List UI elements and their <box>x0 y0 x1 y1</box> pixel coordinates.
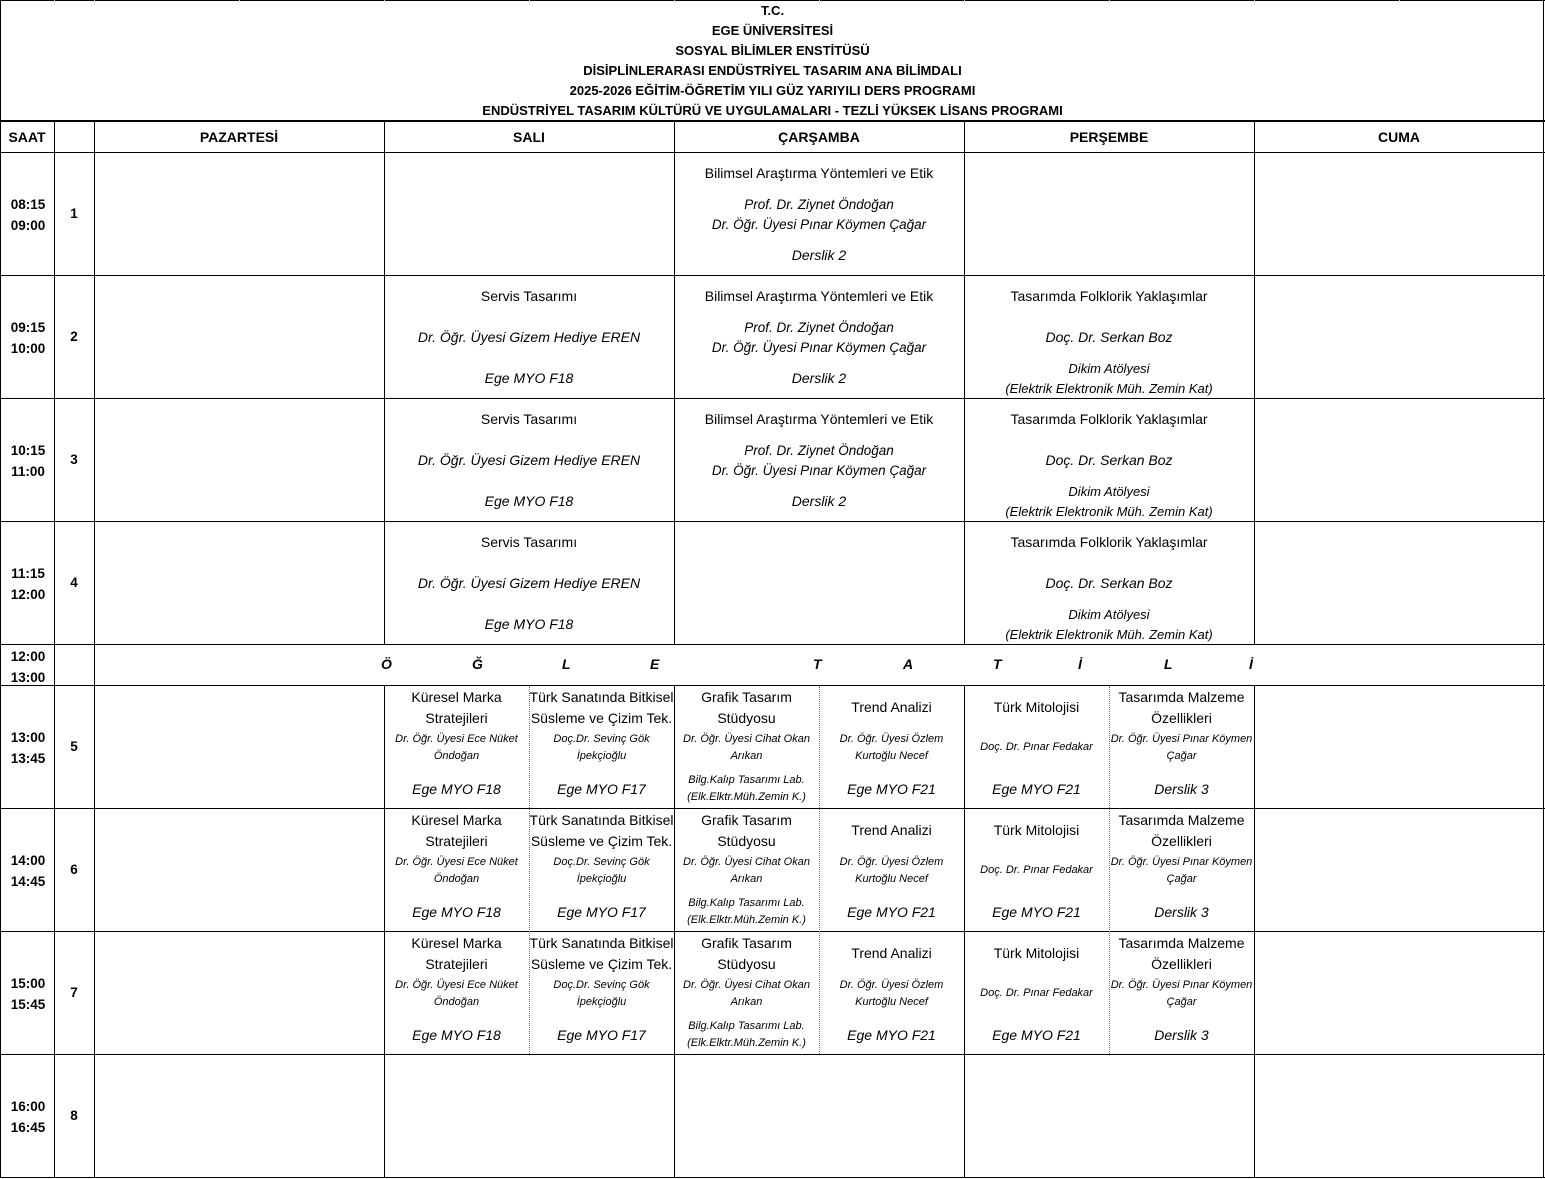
grid-line <box>94 0 95 2</box>
grid-line <box>384 120 385 645</box>
grid-line <box>964 120 965 645</box>
room: Ege MYO F18 <box>412 1027 501 1043</box>
instructor: Dr. Öğr. Üyesi Pınar Köymen Çağar <box>711 340 927 355</box>
grid-line <box>0 398 1545 399</box>
instructor: Prof. Dr. Ziynet Öndoğan <box>744 443 894 458</box>
grid-line <box>0 0 1 1178</box>
course-name: Trend Analizi <box>851 822 932 838</box>
grid-line <box>819 0 820 2</box>
course-name: Trend Analizi <box>851 945 932 961</box>
course-name: Küresel Marka Stratejileri <box>411 812 502 849</box>
instructor: Dr. Öğr. Üyesi Özlem Kurtoğlu Necef <box>839 856 944 885</box>
grid-line <box>54 0 55 2</box>
course-name: Bilimsel Araştırma Yöntemleri ve Etik <box>704 165 934 181</box>
instructor: Doç.Dr. Sevinç Gök İpekçioğlu <box>553 733 650 762</box>
instructor: Dr. Öğr. Üyesi Ece Nüket Öndoğan <box>395 733 518 762</box>
course-name: Grafik Tasarım Stüdyosu <box>701 689 792 726</box>
instructor: Doç. Dr. Pınar Fedakar <box>980 741 1093 753</box>
lunch-letter: L <box>1164 656 1173 672</box>
instructor: Dr. Öğr. Üyesi Pınar Köymen Çağar <box>711 463 927 478</box>
course-name: Servis Tasarımı <box>480 411 578 427</box>
header-carsamba: ÇARŞAMBA <box>778 129 860 145</box>
course-name: Türk Sanatında Bitkisel Süsleme ve Çizim Tek. <box>529 935 674 972</box>
course-name: Küresel Marka Stratejileri <box>411 935 502 972</box>
course-name: Küresel Marka Stratejileri <box>411 689 502 726</box>
header-cuma: CUMA <box>1378 129 1420 145</box>
instructor: Dr. Öğr. Üyesi Özlem Kurtoğlu Necef <box>839 733 944 762</box>
course-name: Türk Sanatında Bitkisel Süsleme ve Çizim Tek. <box>529 689 674 726</box>
grid-line <box>1254 120 1255 645</box>
grid-line <box>94 120 95 1178</box>
lunch-letter: İ <box>1078 656 1082 672</box>
grid-line <box>0 152 1545 153</box>
grid-line <box>1109 686 1110 1054</box>
lunch-letter: E <box>650 656 660 672</box>
title-line-4: DİSİPLİNLERARASI ENDÜSTRİYEL TASARIM ANA BİLİMDALI <box>583 63 962 78</box>
slot-3-time: 10:15 11:00 <box>10 443 46 479</box>
room: Derslik 3 <box>1154 1027 1209 1043</box>
room: Dikim Atölyesi <box>1068 361 1150 376</box>
grid-line <box>1109 0 1110 2</box>
room: Bilg.Kalıp Tasarımı Lab. (Elk.Elktr.Müh.Zemin K.) <box>687 774 806 803</box>
slot-2-number: 2 <box>70 329 78 344</box>
room: Ege MYO F21 <box>847 781 936 797</box>
room: Ege MYO F21 <box>992 781 1081 797</box>
title-line-6: ENDÜSTRİYEL TASARIM KÜLTÜRÜ VE UYGULAMALARI - TEZLİ YÜKSEK LİSANS PROGRAMI <box>482 103 1063 118</box>
course-name: Tasarımda Folklorik Yaklaşımlar <box>1010 288 1208 304</box>
instructor: Doç.Dr. Sevinç Gök İpekçioğlu <box>553 979 650 1008</box>
course-name: Tasarımda Folklorik Yaklaşımlar <box>1010 411 1208 427</box>
room: Ege MYO F21 <box>992 904 1081 920</box>
instructor: Dr. Öğr. Üyesi Pınar Köymen Çağar <box>1110 979 1253 1008</box>
instructor: Doç. Dr. Serkan Boz <box>1045 452 1173 468</box>
slot-3-number: 3 <box>70 452 78 467</box>
grid-line <box>0 644 1545 645</box>
grid-line <box>0 521 1545 522</box>
instructor: Doç. Dr. Pınar Fedakar <box>980 864 1093 876</box>
grid-line <box>0 0 1545 1</box>
title-line-3: SOSYAL BİLİMLER ENSTİTÜSÜ <box>675 43 870 58</box>
grid-line <box>384 0 385 2</box>
instructor: Dr. Öğr. Üyesi Özlem Kurtoğlu Necef <box>839 979 944 1008</box>
course-name: Servis Tasarımı <box>480 534 578 550</box>
grid-line <box>239 0 240 2</box>
grid-line <box>529 0 530 2</box>
course-name: Türk Sanatında Bitkisel Süsleme ve Çizim Tek. <box>529 812 674 849</box>
slot-1-time: 08:15 09:00 <box>10 197 46 233</box>
header-pazartesi: PAZARTESİ <box>199 129 279 145</box>
room-detail: (Elektrik Elektronik Müh. Zemin Kat) <box>1005 504 1213 519</box>
slot-8-number: 8 <box>70 1108 78 1123</box>
grid-line <box>529 686 530 1054</box>
grid-line <box>674 120 675 645</box>
lunch-letter: A <box>903 656 914 672</box>
course-name: Grafik Tasarım Stüdyosu <box>701 935 792 972</box>
room: Bilg.Kalıp Tasarımı Lab. (Elk.Elktr.Müh.Zemin K.) <box>687 1020 806 1049</box>
slot-7-time: 15:00 15:45 <box>10 976 46 1012</box>
grid-line <box>0 685 1545 686</box>
instructor: Dr. Öğr. Üyesi Pınar Köymen Çağar <box>711 217 927 232</box>
room: Ege MYO F18 <box>484 370 574 386</box>
slot-4-number: 4 <box>70 575 78 590</box>
room: Ege MYO F18 <box>412 904 501 920</box>
instructor: Dr. Öğr. Üyesi Cihat Okan Arıkan <box>683 856 810 885</box>
course-name: Türk Mitolojisi <box>993 699 1080 715</box>
lunch-letter: T <box>993 656 1002 672</box>
slot-4-time: 11:15 12:00 <box>10 566 46 602</box>
grid-line <box>0 121 1545 122</box>
grid-line <box>674 685 675 1178</box>
instructor: Doç. Dr. Serkan Boz <box>1045 329 1173 345</box>
room: Bilg.Kalıp Tasarımı Lab. (Elk.Elktr.Müh.Zemin K.) <box>687 897 806 926</box>
instructor: Dr. Öğr. Üyesi Pınar Köymen Çağar <box>1110 856 1253 885</box>
room: Ege MYO F17 <box>557 781 646 797</box>
room: Derslik 2 <box>791 493 847 509</box>
grid-line <box>0 275 1545 276</box>
title-line-2: EGE ÜNİVERSİTESİ <box>711 23 834 38</box>
room: Ege MYO F17 <box>557 1027 646 1043</box>
slot-8-time: 16:00 16:45 <box>10 1099 46 1135</box>
instructor: Dr. Öğr. Üyesi Gizem Hediye EREN <box>417 575 641 591</box>
slot-5-number: 5 <box>70 739 78 754</box>
room: Ege MYO F21 <box>847 904 936 920</box>
course-name: Bilimsel Araştırma Yöntemleri ve Etik <box>704 411 934 427</box>
course-name: Tasarımda Folklorik Yaklaşımlar <box>1010 534 1208 550</box>
lunch-letter: Ö <box>381 656 392 672</box>
grid-line <box>964 0 965 2</box>
grid-line <box>384 685 385 1178</box>
room: Ege MYO F17 <box>557 904 646 920</box>
room: Dikim Atölyesi <box>1068 484 1150 499</box>
course-name: Servis Tasarımı <box>480 288 578 304</box>
grid-line <box>1254 0 1255 2</box>
instructor: Doç.Dr. Sevinç Gök İpekçioğlu <box>553 856 650 885</box>
room: Derslik 3 <box>1154 904 1209 920</box>
slot-2-time: 09:15 10:00 <box>10 320 46 356</box>
course-name: Tasarımda Malzeme Özellikleri <box>1118 812 1245 849</box>
lunch-letter: L <box>562 656 571 672</box>
grid-line <box>0 1054 1545 1055</box>
instructor: Dr. Öğr. Üyesi Cihat Okan Arıkan <box>683 979 810 1008</box>
course-name: Tasarımda Malzeme Özellikleri <box>1118 935 1245 972</box>
slot-5-time: 13:00 13:45 <box>10 730 46 766</box>
lunch-letter: Ğ <box>472 656 483 672</box>
grid-line <box>0 1177 1545 1178</box>
room: Ege MYO F18 <box>484 493 574 509</box>
lunch-letter: T <box>813 656 822 672</box>
instructor: Dr. Öğr. Üyesi Ece Nüket Öndoğan <box>395 856 518 885</box>
instructor: Dr. Öğr. Üyesi Gizem Hediye EREN <box>417 329 641 345</box>
course-name: Türk Mitolojisi <box>993 945 1080 961</box>
course-name: Tasarımda Malzeme Özellikleri <box>1118 689 1245 726</box>
course-name: Trend Analizi <box>851 699 932 715</box>
grid-line <box>1399 0 1400 2</box>
instructor: Doç. Dr. Serkan Boz <box>1045 575 1173 591</box>
header-persembe: PERŞEMBE <box>1069 129 1149 145</box>
instructor: Dr. Öğr. Üyesi Ece Nüket Öndoğan <box>395 979 518 1008</box>
instructor: Doç. Dr. Pınar Fedakar <box>980 987 1093 999</box>
title-line-1: T.C. <box>760 3 785 18</box>
slot-7-number: 7 <box>70 985 78 1000</box>
room: Dikim Atölyesi <box>1068 607 1150 622</box>
slot-6-time: 14:00 14:45 <box>10 853 46 889</box>
slot-1-number: 1 <box>70 206 78 221</box>
room: Ege MYO F18 <box>412 781 501 797</box>
instructor: Dr. Öğr. Üyesi Gizem Hediye EREN <box>417 452 641 468</box>
room: Ege MYO F21 <box>847 1027 936 1043</box>
course-name: Bilimsel Araştırma Yöntemleri ve Etik <box>704 288 934 304</box>
grid-line <box>819 686 820 1054</box>
room-detail: (Elektrik Elektronik Müh. Zemin Kat) <box>1005 627 1213 642</box>
instructor: Prof. Dr. Ziynet Öndoğan <box>744 197 894 212</box>
course-name: Grafik Tasarım Stüdyosu <box>701 812 792 849</box>
grid-line <box>1254 685 1255 1178</box>
header-saat: SAAT <box>8 129 46 145</box>
grid-line <box>674 0 675 2</box>
header-sali: SALI <box>513 129 545 145</box>
lunch-letter: İ <box>1249 656 1253 672</box>
grid-line <box>1543 0 1544 1178</box>
title-line-5: 2025-2026 EĞİTİM-ÖĞRETİM YILI GÜZ YARIYILI DERS PROGRAMI <box>569 83 976 98</box>
grid-line <box>0 931 1545 932</box>
instructor: Dr. Öğr. Üyesi Pınar Köymen Çağar <box>1110 733 1253 762</box>
room: Derslik 2 <box>791 370 847 386</box>
grid-line <box>54 120 55 1178</box>
instructor: Dr. Öğr. Üyesi Cihat Okan Arıkan <box>683 733 810 762</box>
course-name: Türk Mitolojisi <box>993 822 1080 838</box>
room-detail: (Elektrik Elektronik Müh. Zemin Kat) <box>1005 381 1213 396</box>
room: Ege MYO F18 <box>484 616 574 632</box>
instructor: Prof. Dr. Ziynet Öndoğan <box>744 320 894 335</box>
grid-line <box>0 808 1545 809</box>
grid-line <box>964 685 965 1178</box>
room: Derslik 2 <box>791 247 847 263</box>
room: Ege MYO F21 <box>992 1027 1081 1043</box>
lunch-time: 12:00 13:00 <box>10 649 46 685</box>
slot-6-number: 6 <box>70 862 78 877</box>
room: Derslik 3 <box>1154 781 1209 797</box>
